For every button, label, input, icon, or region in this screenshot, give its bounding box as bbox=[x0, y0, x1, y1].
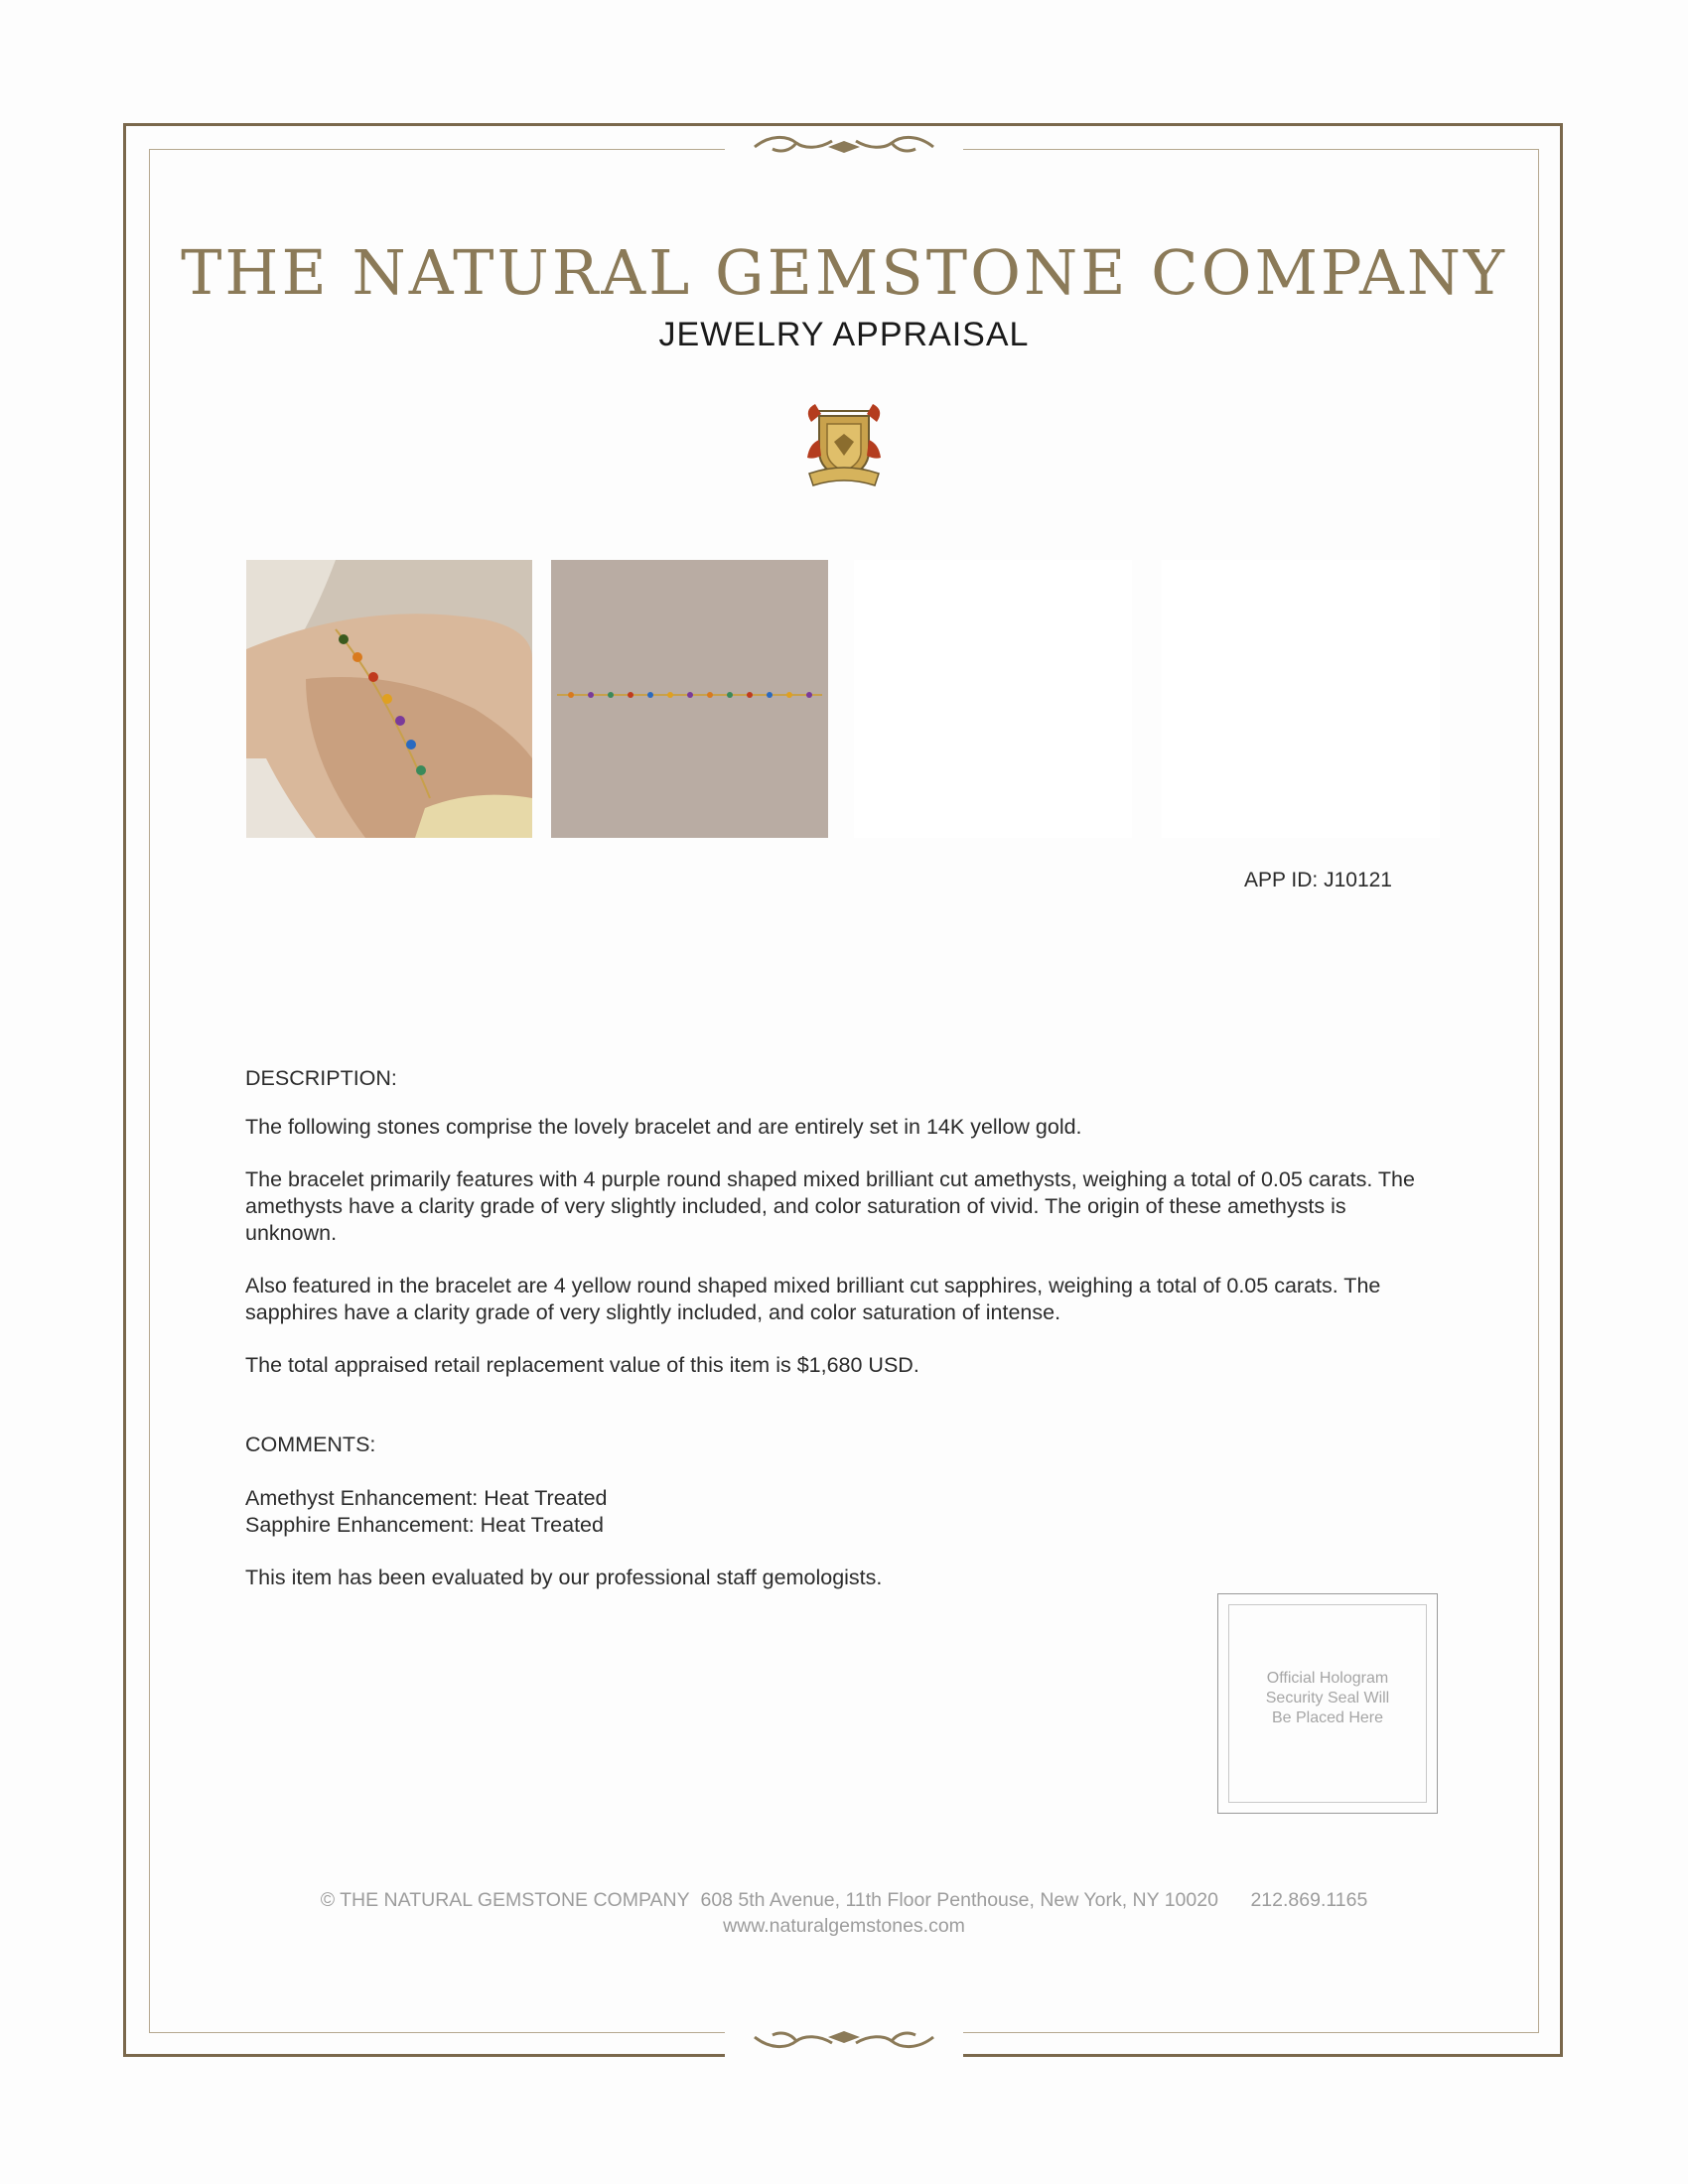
bracelet-wrist-photo bbox=[246, 560, 532, 838]
evaluation-statement: This item has been evaluated by our professional staff gemologists. bbox=[245, 1566, 883, 1589]
top-ornament-icon bbox=[725, 127, 963, 167]
bottom-ornament-icon bbox=[725, 2017, 963, 2057]
seal-text-line-2: Security Seal Will bbox=[1265, 1690, 1390, 1706]
description-paragraph-1: The following stones comprise the lovely bracelet and are entirely set in 14K yellow gold. bbox=[245, 1115, 1082, 1139]
appraised-value: The total appraised retail replacement value of this item is $1,680 USD. bbox=[245, 1353, 919, 1377]
seal-text bbox=[1218, 1669, 1437, 1728]
hologram-seal-placeholder bbox=[1217, 1593, 1438, 1814]
company-name: THE NATURAL GEMSTONE COMPANY bbox=[181, 236, 1507, 309]
photo-placeholder-4 bbox=[1162, 560, 1440, 838]
document-title: JEWELRY APPRAISAL bbox=[658, 316, 1030, 353]
description-paragraph-3: Also featured in the bracelet are 4 yellow round shaped mixed brilliant cut sapphires, weighing a total of 0.05 carats. The sapphires have a clarity grade of very slightly included, and color saturation of intense. bbox=[245, 1274, 1381, 1324]
seal-text-line-1: Official Hologram bbox=[1266, 1670, 1389, 1687]
description-paragraph-2: The bracelet primarily features with 4 purple round shaped mixed brilliant cut amethysts, weighing a total of 0.05 carats. The amethysts have a clarity grade of very slightly included, and color saturation of vivid. The origin of these amethysts is unknown. bbox=[245, 1167, 1415, 1245]
comments-heading: COMMENTS: bbox=[245, 1433, 376, 1456]
footer-address-line bbox=[149, 1889, 1539, 1912]
footer-address: 608 5th Avenue, 11th Floor Penthouse, New York, NY 10020 bbox=[700, 1889, 1218, 1911]
photo-placeholder-3 bbox=[854, 560, 1132, 838]
seal-text-line-3: Be Placed Here bbox=[1271, 1709, 1384, 1726]
bracelet-flat-photo bbox=[551, 560, 828, 838]
app-id-value: J10121 bbox=[1324, 869, 1392, 891]
app-id bbox=[1244, 869, 1392, 892]
company-crest-icon bbox=[799, 400, 889, 493]
app-id-label: APP ID: bbox=[1243, 869, 1319, 891]
description-heading: DESCRIPTION: bbox=[245, 1066, 397, 1090]
footer-company: © THE NATURAL GEMSTONE COMPANY bbox=[320, 1889, 690, 1911]
sapphire-enhancement: Sapphire Enhancement: Heat Treated bbox=[245, 1513, 604, 1537]
amethyst-enhancement: Amethyst Enhancement: Heat Treated bbox=[245, 1486, 608, 1510]
footer-phone: 212.869.1165 bbox=[1250, 1889, 1368, 1911]
footer-website: www.naturalgemstones.com bbox=[723, 1915, 965, 1937]
